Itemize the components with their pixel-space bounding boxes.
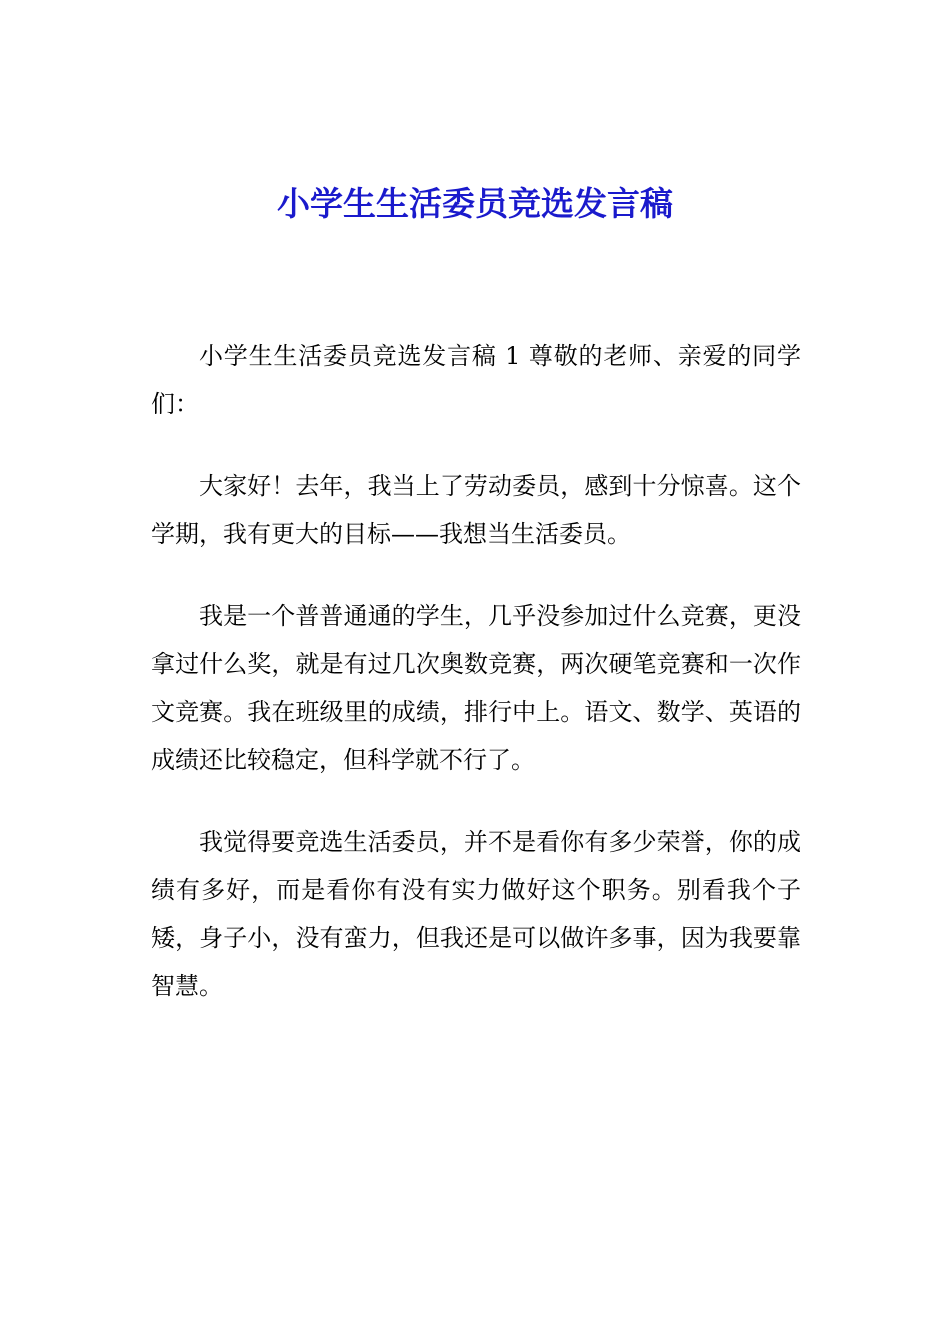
paragraph-3: 我是一个普普通通的学生，几乎没参加过什么竞赛，更没拿过什么奖，就是有过几次奥数竞赛，两次硬笔竞赛和一次作文竞赛。我在班级里的成绩，排行中上。语文、数学、英语的成绩还比较稳定，但科学就不行了。 — [151, 602, 801, 774]
paragraph-4: 我觉得要竞选生活委员，并不是看你有多少荣誉，你的成绩有多好，而是看你有没有实力做好这个职务。别看我个子矮，身子小，没有蛮力，但我还是可以做许多事，因为我要靠智慧。 — [151, 828, 801, 1000]
document-title: 小学生生活委员竞选发言稿 — [277, 184, 673, 223]
paragraph-1: 小学生生活委员竞选发言稿 1 尊敬的老师、亲爱的同学们： — [151, 342, 801, 418]
paragraph-2: 大家好！去年，我当上了劳动委员，感到十分惊喜。这个学期，我有更大的目标——我想当生活委员。 — [151, 472, 801, 548]
document-body — [151, 332, 801, 1044]
